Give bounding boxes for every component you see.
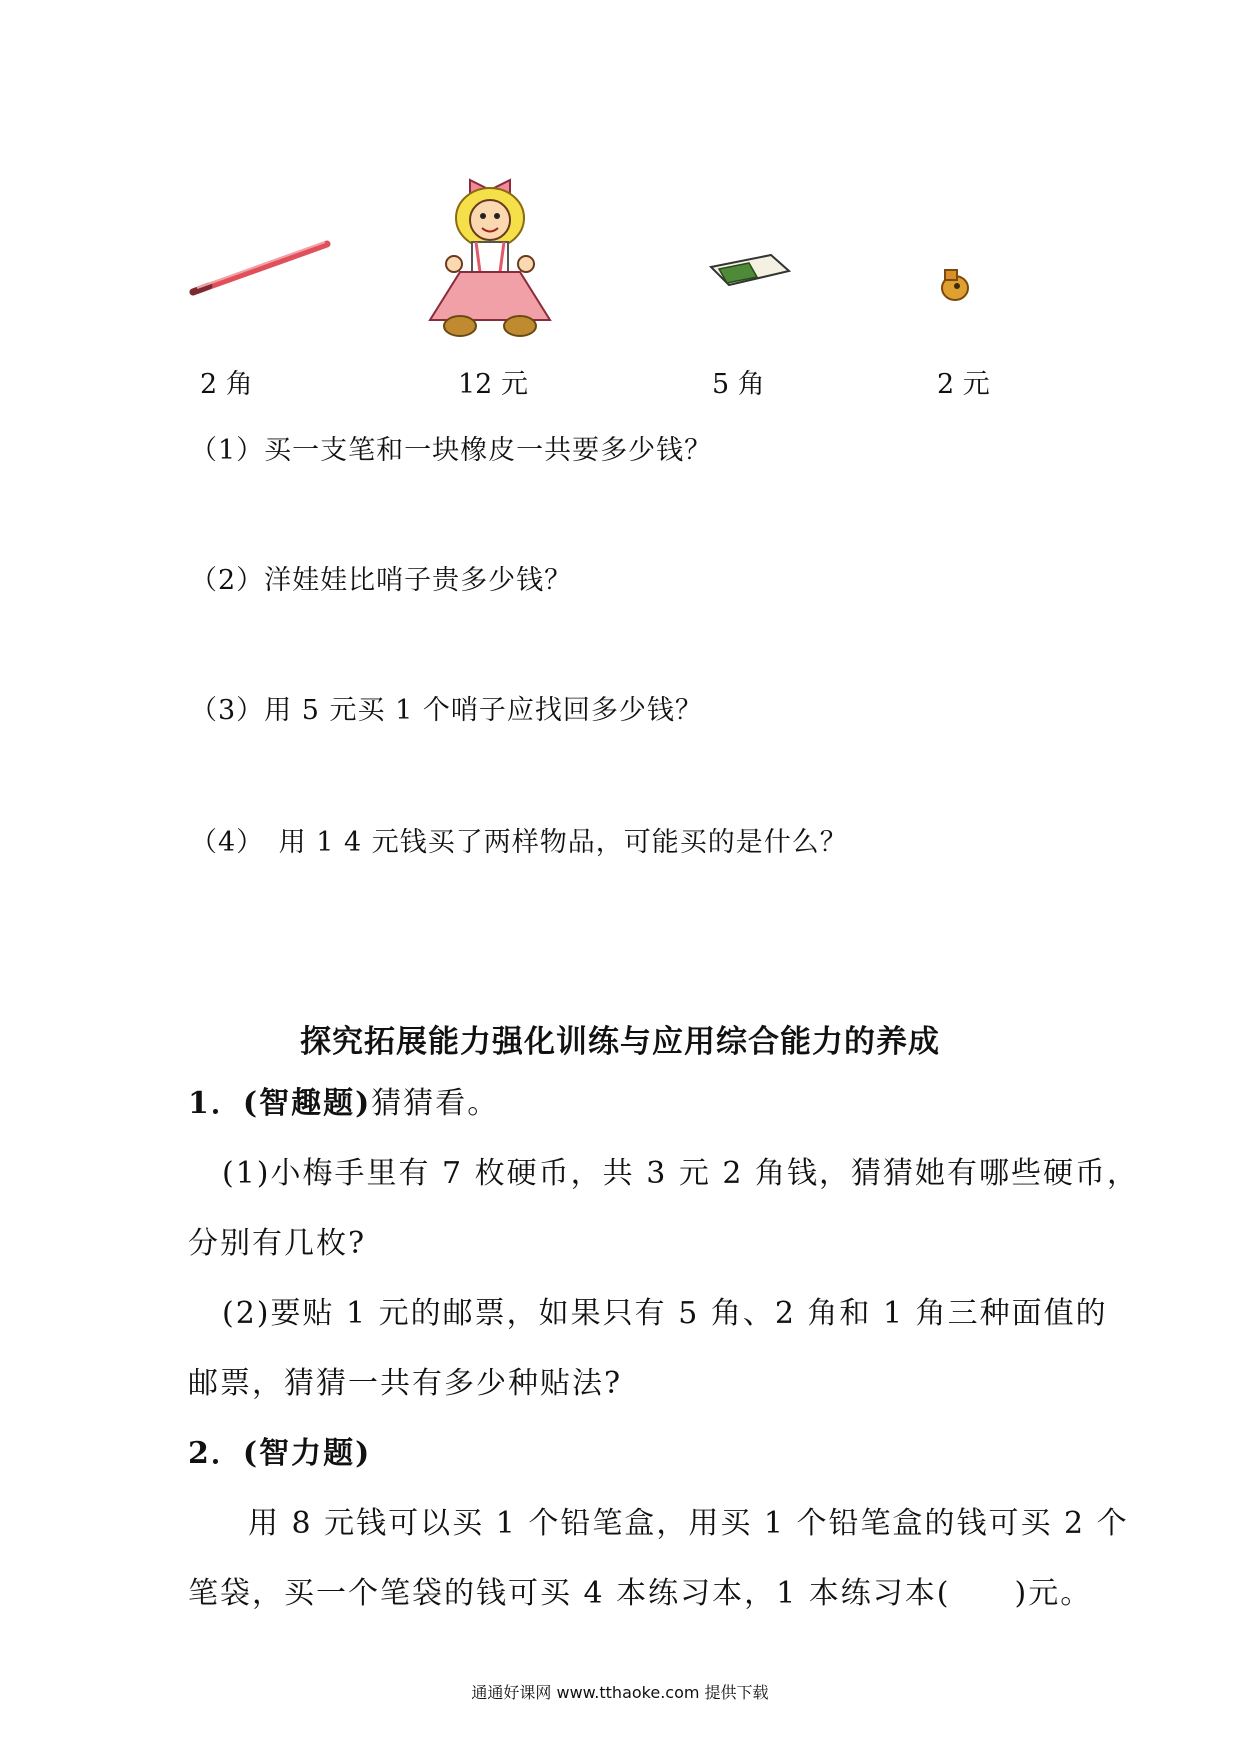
- pen-image: [185, 230, 335, 300]
- price-eraser: 5 角: [712, 369, 765, 400]
- footer-text: 通通好课网 www.tthaoke.com 提供下载: [471, 1683, 769, 1702]
- question-1: （1）买一支笔和一块橡皮一共要多少钱？: [190, 435, 713, 466]
- question-3: （3）用 5 元买 1 个哨子应找回多少钱？: [190, 695, 703, 726]
- problem-1-sub2-line1: (2)要贴 1 元的邮票，如果只有 5 角、2 角和 1 角三种面值的: [222, 1296, 1108, 1331]
- question-2: （2）洋娃娃比哨子贵多少钱？: [190, 565, 573, 596]
- price-doll: 12 元: [458, 369, 528, 400]
- problem-1-heading: [188, 1078, 499, 1122]
- problem-2-line1: 用 8 元钱可以买 1 个铅笔盒，用买 1 个铅笔盒的钱可买 2 个: [248, 1506, 1129, 1541]
- eraser-image: [705, 245, 795, 295]
- section-title: 探究拓展能力强化训练与应用综合能力的养成: [300, 1024, 940, 1060]
- price-whistle: 2 元: [937, 369, 990, 400]
- question-4: （4） 用 1 4 元钱买了两样物品，可能买的是什么？: [190, 827, 848, 858]
- problem-1-sub1-line1: (1)小梅手里有 7 枚硬币，共 3 元 2 角钱，猜猜她有哪些硬币，: [222, 1156, 1139, 1191]
- problem-1-text: 猜猜看。: [371, 1086, 500, 1121]
- price-pen: 2 角: [200, 369, 253, 400]
- problem-2-number: 2．: [188, 1436, 243, 1471]
- problem-2-line2: 笔袋，买一个笔袋的钱可买 4 本练习本，1 本练习本( )元。: [188, 1576, 1093, 1611]
- whistle-image: [935, 262, 975, 304]
- problem-1-sub1-line2: 分别有几枚?: [188, 1226, 367, 1261]
- doll-image: [420, 160, 575, 340]
- problem-1-tag: (智趣题): [242, 1086, 372, 1121]
- problem-1-sub2-line2: 邮票，猜猜一共有多少种贴法?: [188, 1366, 623, 1401]
- problem-2-heading: [188, 1428, 371, 1472]
- problem-2-tag: (智力题): [242, 1436, 372, 1471]
- problem-1-number: 1．: [188, 1086, 243, 1121]
